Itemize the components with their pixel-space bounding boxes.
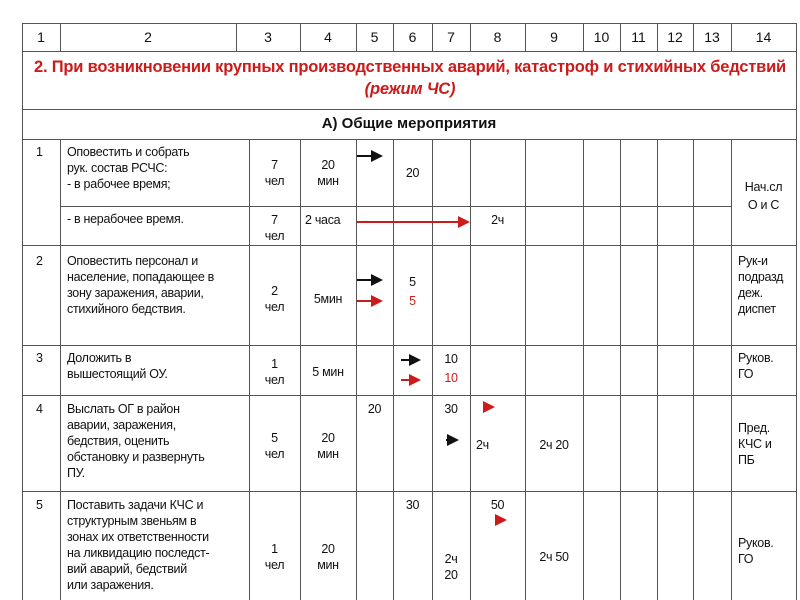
col-header: 7 [447,29,455,45]
time-value: 30 [444,402,458,416]
col-header: 12 [667,29,683,45]
time-value: 2ч [476,438,489,452]
col-header: 2 [144,29,152,45]
time-value: 10 [444,352,458,366]
time-value: 20 [367,402,382,416]
duration: 5 мин [312,365,344,379]
time-value: 2ч [491,213,504,227]
task-line: - в рабочее время; [67,177,171,191]
col-header: 1 [37,29,45,45]
time-value: 2ч 20 [539,438,569,452]
task-line: рук. состав РСЧС: [67,161,168,175]
duration: 5мин [313,292,343,306]
duration: 20 мин [317,431,339,461]
col-header: 10 [593,29,610,45]
row-number: 2 [36,254,43,268]
responsible: Пред. КЧС и ПБ [738,421,772,467]
task-text: Поставить задачи КЧС и структурным звеньям в зонах их ответственности на ликвидацию последст- вий аварий, бедствий или заражения. [67,498,210,592]
time-value: 2ч 20 [444,552,458,582]
responsible: Руков. ГО [738,536,774,566]
time-value: 5 [409,275,416,289]
people-count: 1 чел [264,357,285,387]
time-value: 30 [405,498,420,512]
duration: 2 часа [305,213,341,227]
mode-title-italic: (режим ЧС) [364,80,456,98]
col-header: 4 [324,29,332,45]
people-count: 7 чел [264,158,285,188]
task-text: Доложить в вышестоящий ОУ. [67,351,168,381]
duration: 20 мин [317,542,339,572]
col-header: 8 [493,29,502,45]
col-header: 5 [370,29,379,45]
time-value: 2ч 50 [539,550,569,564]
time-value-red: 10 [444,371,458,385]
row-number: 4 [36,402,43,416]
col-header: 9 [550,29,558,45]
people-count: 1 чел [264,542,285,572]
row-number: 3 [36,351,43,365]
task-line: Оповестить и собрать [67,145,190,159]
people-count: 2 чел [264,284,285,314]
people-count: 5 чел [264,431,285,461]
duration: 20 мин [317,158,339,188]
responsible: Рук-и подразд деж. диспет [738,254,784,316]
task-text: Оповестить персонал и население, попадающее в зону заражения, аварии, стихийного бедствия. [67,254,214,316]
time-value-red: 5 [409,294,416,308]
responsible: Руков. ГО [738,351,774,381]
col-header: 13 [704,29,720,45]
row-number: 5 [36,498,43,512]
people-count: 7 чел [264,213,285,243]
col-header: 11 [631,29,646,45]
mode-title-text: 2. При возникновении крупных производственных аварий, катастроф и стихийных бедствий [34,58,786,76]
time-value: 50 [490,498,505,512]
row-number: 1 [36,145,43,159]
col-header: 14 [755,29,772,45]
task-text: - в нерабочее время. [67,212,184,226]
responsible: Нач.сл О и С [744,180,783,212]
section-title: А) Общие мероприятия [321,115,497,132]
col-header: 3 [264,29,272,45]
col-header: 6 [408,29,417,45]
task-text: Выслать ОГ в район аварии, заражения, бедствия, оценить обстановку и развернуть ПУ. [67,402,205,480]
time-value: 20 [405,166,420,180]
